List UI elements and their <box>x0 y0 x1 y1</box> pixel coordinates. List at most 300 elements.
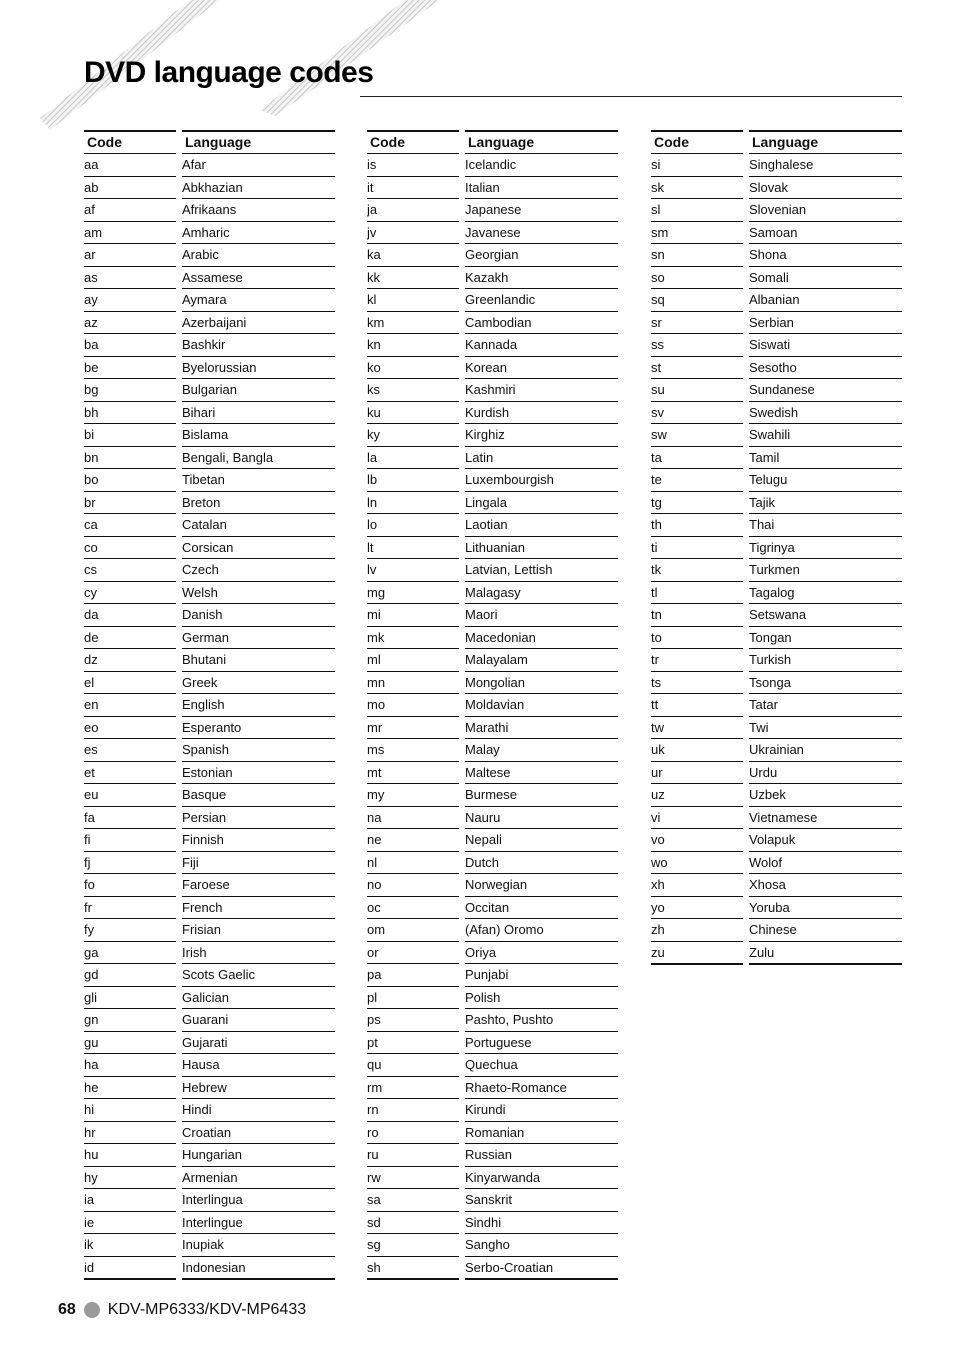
language-name-cell: Icelandic <box>465 154 618 177</box>
language-code-cell: mn <box>367 672 459 695</box>
language-code-cell: uk <box>651 739 743 762</box>
page-title: DVD language codes <box>84 56 374 89</box>
language-column-header: Language <box>182 130 335 154</box>
language-code-cell: tr <box>651 649 743 672</box>
table-row <box>84 469 335 492</box>
language-name-cell: Dutch <box>465 852 618 875</box>
title-rule <box>360 96 902 97</box>
language-code-cell: ie <box>84 1212 176 1235</box>
model-name: KDV-MP6333/KDV-MP6433 <box>107 1301 307 1318</box>
language-code-cell: gn <box>84 1009 176 1032</box>
language-code-cell: aa <box>84 154 176 177</box>
language-code-cell: sq <box>651 289 743 312</box>
language-name-cell: Russian <box>465 1144 618 1167</box>
language-name-cell: Georgian <box>465 244 618 267</box>
language-name-cell: Kazakh <box>465 267 618 290</box>
table-row <box>651 649 902 672</box>
language-code-cell: tl <box>651 582 743 605</box>
table-row <box>367 694 618 717</box>
language-code-cell: gli <box>84 987 176 1010</box>
language-name-cell: Abkhazian <box>182 177 335 200</box>
language-name-cell: Zulu <box>749 942 902 966</box>
table-row <box>84 222 335 245</box>
table-row <box>651 942 902 966</box>
language-name-cell: Finnish <box>182 829 335 852</box>
table-row <box>651 154 902 177</box>
table-row <box>651 537 902 560</box>
language-name-cell: Serbo-Croatian <box>465 1257 618 1281</box>
table-row <box>367 1099 618 1122</box>
language-name-cell: Telugu <box>749 469 902 492</box>
language-code-table-2 <box>367 130 618 1280</box>
language-name-cell: Interlingua <box>182 1189 335 1212</box>
language-name-cell: Hindi <box>182 1099 335 1122</box>
language-code-cell: as <box>84 267 176 290</box>
language-code-cell: pt <box>367 1032 459 1055</box>
table-row <box>367 1189 618 1212</box>
table-row <box>367 1054 618 1077</box>
language-name-cell: Serbian <box>749 312 902 335</box>
language-name-cell: Korean <box>465 357 618 380</box>
table-row <box>367 447 618 470</box>
language-name-cell: Nepali <box>465 829 618 852</box>
language-code-cell: el <box>84 672 176 695</box>
language-name-cell: Javanese <box>465 222 618 245</box>
language-code-cell: mg <box>367 582 459 605</box>
table-row <box>84 334 335 357</box>
table-row <box>367 379 618 402</box>
language-name-cell: Assamese <box>182 267 335 290</box>
language-code-cell: sl <box>651 199 743 222</box>
language-code-cell: az <box>84 312 176 335</box>
language-name-cell: Gujarati <box>182 1032 335 1055</box>
language-code-cell: mo <box>367 694 459 717</box>
table-row <box>84 289 335 312</box>
language-name-cell: Guarani <box>182 1009 335 1032</box>
language-code-cell: zh <box>651 919 743 942</box>
language-code-cell: en <box>84 694 176 717</box>
table-row <box>651 244 902 267</box>
language-name-cell: Turkish <box>749 649 902 672</box>
language-code-cell: fj <box>84 852 176 875</box>
language-name-cell: Somali <box>749 267 902 290</box>
table-row <box>367 424 618 447</box>
table-row <box>651 469 902 492</box>
language-name-cell: Oriya <box>465 942 618 965</box>
table-header-row <box>367 130 618 154</box>
language-code-cell: mi <box>367 604 459 627</box>
table-row <box>84 514 335 537</box>
table-row <box>651 447 902 470</box>
language-code-cell: ha <box>84 1054 176 1077</box>
language-name-cell: Urdu <box>749 762 902 785</box>
table-row <box>84 267 335 290</box>
table-row <box>84 312 335 335</box>
language-code-cell: fa <box>84 807 176 830</box>
language-name-cell: Czech <box>182 559 335 582</box>
table-row <box>84 402 335 425</box>
language-code-cell: sd <box>367 1212 459 1235</box>
table-row <box>367 559 618 582</box>
language-code-cell: sk <box>651 177 743 200</box>
table-row <box>84 1009 335 1032</box>
language-code-cell: rm <box>367 1077 459 1100</box>
table-row <box>84 582 335 605</box>
language-code-cell: or <box>367 942 459 965</box>
language-name-cell: Kirundi <box>465 1099 618 1122</box>
table-row <box>84 424 335 447</box>
table-row <box>367 604 618 627</box>
language-code-cell: tt <box>651 694 743 717</box>
language-name-cell: Tsonga <box>749 672 902 695</box>
language-code-cell: co <box>84 537 176 560</box>
language-code-cell: fo <box>84 874 176 897</box>
language-code-cell: tn <box>651 604 743 627</box>
table-row <box>367 807 618 830</box>
language-name-cell: Bislama <box>182 424 335 447</box>
language-code-cell: ay <box>84 289 176 312</box>
table-row <box>367 244 618 267</box>
language-code-cell: gu <box>84 1032 176 1055</box>
table-row <box>367 582 618 605</box>
language-code-cell: sm <box>651 222 743 245</box>
language-name-cell: Sindhi <box>465 1212 618 1235</box>
language-name-cell: Greek <box>182 672 335 695</box>
table-row <box>84 177 335 200</box>
table-row <box>84 357 335 380</box>
language-name-cell: Arabic <box>182 244 335 267</box>
language-name-cell: Occitan <box>465 897 618 920</box>
language-code-cell: pa <box>367 964 459 987</box>
table-row <box>367 762 618 785</box>
table-row <box>367 402 618 425</box>
language-name-cell: Estonian <box>182 762 335 785</box>
language-name-cell: Aymara <box>182 289 335 312</box>
table-row <box>651 807 902 830</box>
language-code-cell: xh <box>651 874 743 897</box>
table-row <box>84 447 335 470</box>
table-row <box>651 762 902 785</box>
language-name-cell: Malagasy <box>465 582 618 605</box>
language-name-cell: Croatian <box>182 1122 335 1145</box>
language-code-cell: hu <box>84 1144 176 1167</box>
table-row <box>651 379 902 402</box>
language-name-cell: Amharic <box>182 222 335 245</box>
language-code-cell: be <box>84 357 176 380</box>
language-code-cell: my <box>367 784 459 807</box>
language-name-cell: Esperanto <box>182 717 335 740</box>
table-row <box>367 717 618 740</box>
table-row <box>651 829 902 852</box>
table-row <box>367 154 618 177</box>
language-code-cell: kl <box>367 289 459 312</box>
table-row <box>367 312 618 335</box>
language-code-cell: bi <box>84 424 176 447</box>
language-code-cell: tw <box>651 717 743 740</box>
language-code-cell: sn <box>651 244 743 267</box>
table-row <box>84 784 335 807</box>
language-name-cell: Spanish <box>182 739 335 762</box>
language-code-cell: eo <box>84 717 176 740</box>
language-name-cell: Hausa <box>182 1054 335 1077</box>
table-row <box>651 312 902 335</box>
language-code-cell: lv <box>367 559 459 582</box>
language-name-cell: Polish <box>465 987 618 1010</box>
language-name-cell: Indonesian <box>182 1257 335 1281</box>
language-code-cell: ka <box>367 244 459 267</box>
language-code-cell: la <box>367 447 459 470</box>
language-name-cell: Lingala <box>465 492 618 515</box>
table-row <box>367 942 618 965</box>
language-code-cell: br <box>84 492 176 515</box>
language-name-cell: Japanese <box>465 199 618 222</box>
table-row <box>367 514 618 537</box>
language-code-cell: ky <box>367 424 459 447</box>
table-row <box>367 627 618 650</box>
table-row <box>84 717 335 740</box>
language-code-cell: ab <box>84 177 176 200</box>
table-row <box>84 1257 335 1281</box>
language-code-cell: kn <box>367 334 459 357</box>
language-code-cell: rn <box>367 1099 459 1122</box>
table-row <box>367 267 618 290</box>
table-row <box>367 1144 618 1167</box>
language-code-cell: gd <box>84 964 176 987</box>
language-code-cell: ja <box>367 199 459 222</box>
language-code-cell: tk <box>651 559 743 582</box>
table-row <box>84 379 335 402</box>
language-code-cell: km <box>367 312 459 335</box>
table-row <box>367 1077 618 1100</box>
language-name-cell: Cambodian <box>465 312 618 335</box>
language-code-cell: jv <box>367 222 459 245</box>
page-footer <box>58 1301 306 1319</box>
language-name-cell: Tigrinya <box>749 537 902 560</box>
language-name-cell: Kinyarwanda <box>465 1167 618 1190</box>
language-name-cell: Frisian <box>182 919 335 942</box>
table-row <box>651 222 902 245</box>
table-row <box>84 1122 335 1145</box>
table-row <box>84 1234 335 1257</box>
language-name-cell: Bihari <box>182 402 335 425</box>
language-name-cell: Uzbek <box>749 784 902 807</box>
code-column-header: Code <box>367 130 459 154</box>
table-row <box>367 897 618 920</box>
table-row <box>84 199 335 222</box>
table-row <box>651 897 902 920</box>
language-column-header: Language <box>465 130 618 154</box>
language-code-cell: et <box>84 762 176 785</box>
table-row <box>84 537 335 560</box>
language-code-cell: am <box>84 222 176 245</box>
language-name-cell: Tatar <box>749 694 902 717</box>
language-name-cell: Vietnamese <box>749 807 902 830</box>
table-row <box>84 964 335 987</box>
language-code-cell: ba <box>84 334 176 357</box>
language-code-table-3 <box>651 130 902 965</box>
table-row <box>84 492 335 515</box>
table-row <box>367 829 618 852</box>
language-name-cell: Romanian <box>465 1122 618 1145</box>
language-name-cell: Corsican <box>182 537 335 560</box>
table-row <box>651 919 902 942</box>
language-name-cell: Thai <box>749 514 902 537</box>
language-name-cell: Kannada <box>465 334 618 357</box>
table-row <box>651 582 902 605</box>
table-row <box>84 154 335 177</box>
table-row <box>651 267 902 290</box>
language-code-cell: sr <box>651 312 743 335</box>
language-code-cell: fi <box>84 829 176 852</box>
table-row <box>367 199 618 222</box>
language-name-cell: Macedonian <box>465 627 618 650</box>
language-name-cell: French <box>182 897 335 920</box>
code-column-header: Code <box>651 130 743 154</box>
table-row <box>84 604 335 627</box>
language-code-cell: bg <box>84 379 176 402</box>
language-code-cell: si <box>651 154 743 177</box>
table-row <box>84 1212 335 1235</box>
language-code-cell: uz <box>651 784 743 807</box>
language-name-cell: Xhosa <box>749 874 902 897</box>
table-row <box>84 829 335 852</box>
language-name-cell: Italian <box>465 177 618 200</box>
language-name-cell: Slovak <box>749 177 902 200</box>
table-row <box>651 717 902 740</box>
language-code-cell: ts <box>651 672 743 695</box>
table-row <box>367 1032 618 1055</box>
table-row <box>84 874 335 897</box>
language-code-cell: no <box>367 874 459 897</box>
language-name-cell: Nauru <box>465 807 618 830</box>
language-name-cell: Malay <box>465 739 618 762</box>
table-row <box>84 762 335 785</box>
language-name-cell: Afar <box>182 154 335 177</box>
language-code-cell: ti <box>651 537 743 560</box>
language-name-cell: Slovenian <box>749 199 902 222</box>
table-row <box>651 784 902 807</box>
language-code-cell: bo <box>84 469 176 492</box>
table-row <box>367 537 618 560</box>
table-row <box>367 739 618 762</box>
language-name-cell: Tajik <box>749 492 902 515</box>
language-name-cell: Interlingue <box>182 1212 335 1235</box>
table-row <box>367 964 618 987</box>
language-name-cell: Albanian <box>749 289 902 312</box>
language-code-cell: om <box>367 919 459 942</box>
table-row <box>367 874 618 897</box>
table-row <box>84 1167 335 1190</box>
language-name-cell: Swedish <box>749 402 902 425</box>
language-name-cell: Tagalog <box>749 582 902 605</box>
language-name-cell: Sundanese <box>749 379 902 402</box>
table-row <box>367 469 618 492</box>
language-code-cell: ks <box>367 379 459 402</box>
language-name-cell: Siswati <box>749 334 902 357</box>
table-row <box>367 1009 618 1032</box>
language-name-cell: Sesotho <box>749 357 902 380</box>
language-name-cell: Irish <box>182 942 335 965</box>
table-row <box>84 739 335 762</box>
language-code-cell: oc <box>367 897 459 920</box>
table-row <box>367 1257 618 1281</box>
language-code-cell: na <box>367 807 459 830</box>
language-code-cell: wo <box>651 852 743 875</box>
table-row <box>651 604 902 627</box>
language-code-cell: lb <box>367 469 459 492</box>
language-code-cell: pl <box>367 987 459 1010</box>
language-code-cell: is <box>367 154 459 177</box>
language-name-cell: Afrikaans <box>182 199 335 222</box>
language-name-cell: Chinese <box>749 919 902 942</box>
table-row <box>651 177 902 200</box>
language-name-cell: Azerbaijani <box>182 312 335 335</box>
language-name-cell: Laotian <box>465 514 618 537</box>
language-name-cell: (Afan) Oromo <box>465 919 618 942</box>
language-name-cell: Punjabi <box>465 964 618 987</box>
language-name-cell: Tibetan <box>182 469 335 492</box>
language-name-cell: Quechua <box>465 1054 618 1077</box>
table-row <box>84 244 335 267</box>
table-row <box>367 987 618 1010</box>
table-row <box>84 1077 335 1100</box>
language-code-cell: id <box>84 1257 176 1281</box>
table-row <box>651 289 902 312</box>
language-code-cell: it <box>367 177 459 200</box>
language-code-cell: dz <box>84 649 176 672</box>
language-code-cell: te <box>651 469 743 492</box>
language-name-cell: Maltese <box>465 762 618 785</box>
table-row <box>367 672 618 695</box>
table-row <box>367 919 618 942</box>
language-code-cell: nl <box>367 852 459 875</box>
language-code-cell: vi <box>651 807 743 830</box>
language-code-cell: ss <box>651 334 743 357</box>
language-name-cell: Shona <box>749 244 902 267</box>
language-code-cell: hi <box>84 1099 176 1122</box>
language-code-cell: qu <box>367 1054 459 1077</box>
table-row <box>84 1189 335 1212</box>
table-row <box>367 1234 618 1257</box>
table-header-row <box>84 130 335 154</box>
language-code-cell: ar <box>84 244 176 267</box>
language-code-cell: to <box>651 627 743 650</box>
table-row <box>84 1054 335 1077</box>
table-row <box>367 649 618 672</box>
table-row <box>651 694 902 717</box>
table-row <box>367 492 618 515</box>
table-row <box>84 852 335 875</box>
language-code-cell: sg <box>367 1234 459 1257</box>
language-name-cell: Swahili <box>749 424 902 447</box>
language-name-cell: Scots Gaelic <box>182 964 335 987</box>
language-name-cell: Samoan <box>749 222 902 245</box>
language-code-cell: bn <box>84 447 176 470</box>
table-row <box>651 672 902 695</box>
language-code-cell: ru <box>367 1144 459 1167</box>
table-row <box>84 987 335 1010</box>
table-row <box>367 1167 618 1190</box>
language-name-cell: Armenian <box>182 1167 335 1190</box>
language-name-cell: Yoruba <box>749 897 902 920</box>
language-code-cell: sa <box>367 1189 459 1212</box>
language-code-cell: kk <box>367 267 459 290</box>
language-name-cell: Kashmiri <box>465 379 618 402</box>
language-name-cell: Wolof <box>749 852 902 875</box>
language-name-cell: Bulgarian <box>182 379 335 402</box>
language-code-cell: sv <box>651 402 743 425</box>
table-row <box>367 177 618 200</box>
